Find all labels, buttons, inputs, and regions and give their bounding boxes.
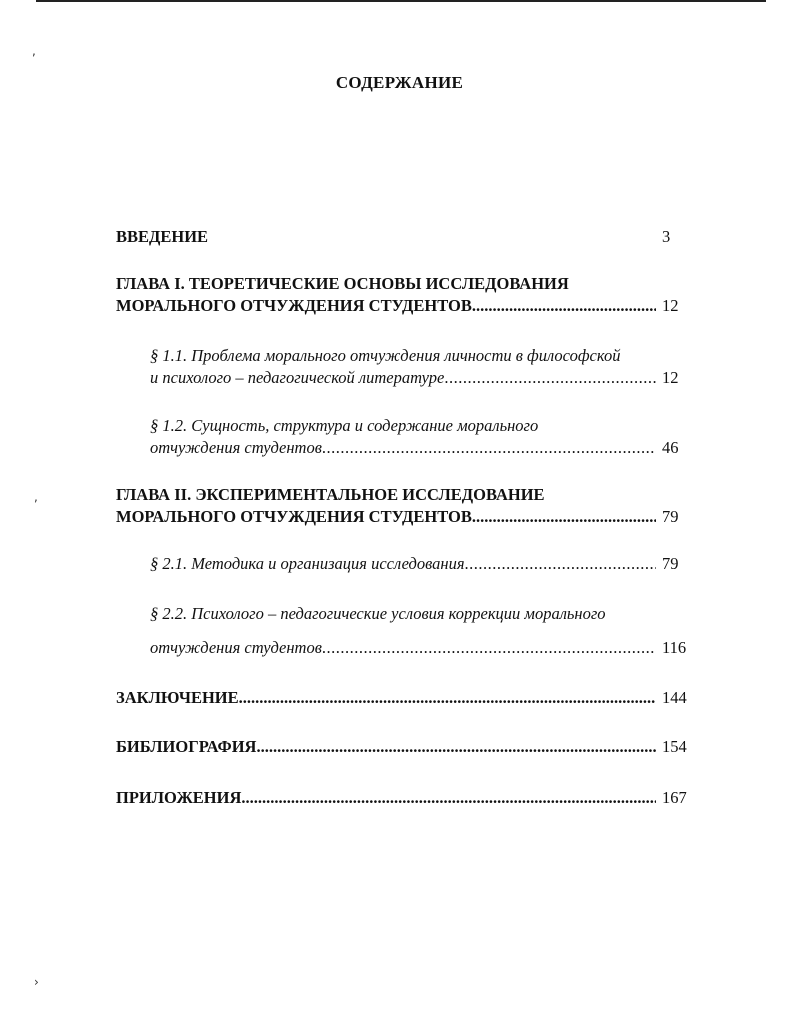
- toc-entry-label-line1: ГЛАВА I. ТЕОРЕТИЧЕСКИЕ ОСНОВЫ ИССЛЕДОВАНИЯ: [116, 274, 569, 293]
- toc-entry-label-line2: МОРАЛЬНОГО ОТЧУЖДЕНИЯ СТУДЕНТОВ: [116, 507, 472, 526]
- toc-page-number: 154: [662, 737, 687, 756]
- toc-page-number: 144: [662, 688, 687, 707]
- toc-entry-appendices: [116, 787, 692, 809]
- dot-leader: [444, 367, 656, 389]
- toc-entry-label: ПРИЛОЖЕНИЯ: [116, 788, 242, 807]
- toc-entry-section-2-2-line2: [150, 637, 692, 659]
- toc-entry-label-line1: § 1.2. Сущность, структура и содержание морального: [150, 416, 539, 435]
- dot-leader: [241, 787, 656, 809]
- dot-leader: [322, 637, 656, 659]
- toc-entry-label-line2: отчуждения студентов: [150, 438, 322, 457]
- toc-page-number: 167: [662, 788, 687, 807]
- toc-entry-introduction: [116, 226, 692, 248]
- dot-leader: [256, 736, 656, 758]
- toc-entry-section-1-1: [150, 345, 692, 389]
- toc-entry-label-line2: и психолого – педагогической литературе: [150, 368, 445, 387]
- dot-leader: [472, 506, 656, 528]
- toc-entry-label: БИБЛИОГРАФИЯ: [116, 737, 257, 756]
- scan-speck: ,: [32, 44, 36, 58]
- toc-entry-label-line2: отчуждения студентов: [150, 638, 322, 657]
- toc-entry-label-line1: § 2.2. Психолого – педагогические условия коррекции морального: [150, 604, 606, 623]
- scan-speck: ,: [34, 490, 38, 504]
- toc-entry-label-line1: § 1.1. Проблема морального отчуждения личности в философской: [150, 346, 621, 365]
- toc-entry-chapter-2: [116, 484, 692, 528]
- toc-entry-section-1-2: [150, 415, 692, 459]
- toc-page-number: 116: [662, 638, 687, 657]
- toc-page-number: 79: [662, 554, 679, 573]
- toc-page-number: 46: [662, 438, 679, 457]
- dot-leader: [465, 553, 657, 575]
- page-title: СОДЕРЖАНИЕ: [335, 73, 464, 92]
- toc-page-number: 79: [662, 507, 679, 526]
- toc-entry-bibliography: [116, 736, 692, 758]
- toc-entry-label-line2: МОРАЛЬНОГО ОТЧУЖДЕНИЯ СТУДЕНТОВ: [116, 296, 472, 315]
- dot-leader: [322, 437, 656, 459]
- scan-speck: ›: [34, 975, 39, 989]
- toc-entry-section-2-1: [150, 553, 692, 575]
- toc-entry-section-2-2-line1: [150, 603, 692, 625]
- toc-page-number: 12: [662, 368, 679, 387]
- toc-entry-label: ВВЕДЕНИЕ: [116, 227, 209, 246]
- toc-entry-chapter-1: [116, 273, 692, 317]
- toc-entry-conclusion: [116, 687, 692, 709]
- toc-page-number: 12: [662, 296, 679, 315]
- toc-entry-label: ЗАКЛЮЧЕНИЕ: [116, 688, 239, 707]
- toc-entry-label-line1: ГЛАВА II. ЭКСПЕРИМЕНТАЛЬНОЕ ИССЛЕДОВАНИЕ: [116, 485, 545, 504]
- toc-entry-label: § 2.1. Методика и организация исследования: [150, 554, 465, 573]
- top-border-rule: [36, 0, 766, 2]
- toc-page-number: 3: [662, 227, 671, 246]
- dot-leader: [239, 687, 656, 709]
- dot-leader: [472, 295, 656, 317]
